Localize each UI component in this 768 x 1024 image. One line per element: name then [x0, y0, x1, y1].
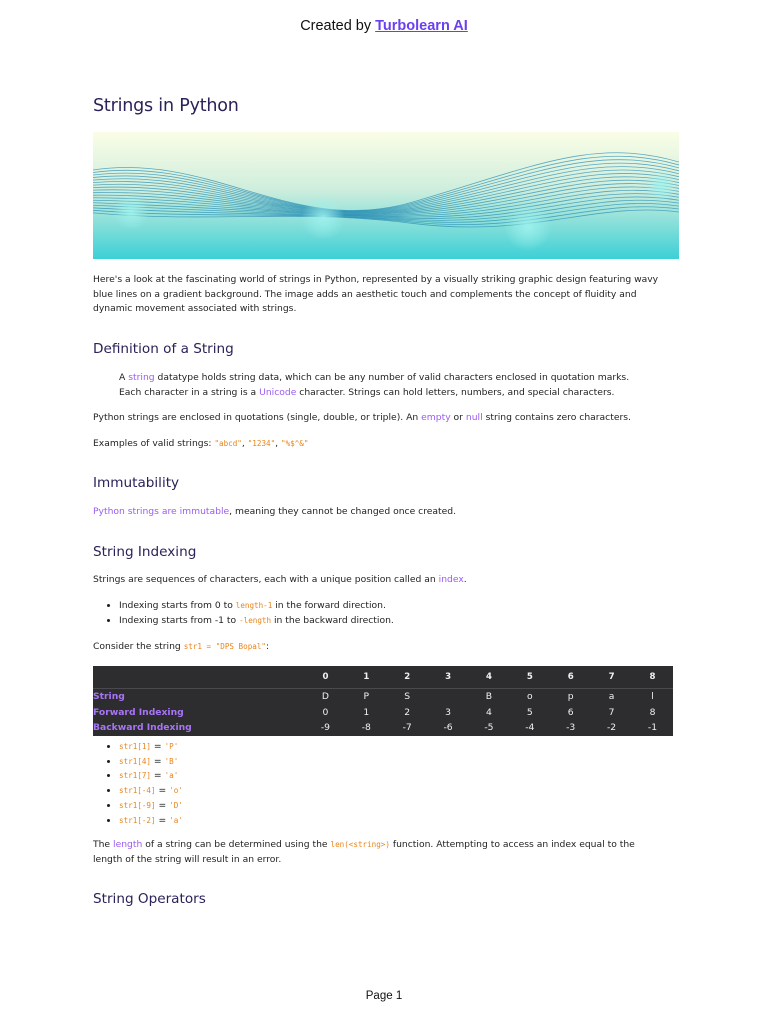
table-cell: 7: [608, 706, 615, 718]
column-header: 2: [387, 666, 428, 689]
index-expression: str1[4]: [119, 756, 152, 766]
index-expression: str1[7]: [119, 771, 152, 781]
list-item: [119, 755, 705, 770]
table-cell: S: [404, 691, 411, 703]
example-2: "1234": [247, 439, 276, 448]
table-corner: [93, 666, 305, 689]
definition-line-1: A string datatype holds string data, which can be any number of valid characters enclosed in quotation marks.: [119, 372, 630, 383]
equals-sign: =: [155, 785, 170, 797]
definition-indented: [119, 371, 679, 400]
table-cell: 8: [649, 706, 656, 718]
credit-line: [0, 18, 768, 34]
null-keyword: null: [465, 412, 483, 423]
index-value: 'P': [164, 742, 179, 751]
table-cell: 1: [363, 706, 370, 718]
index-value: 'a': [164, 771, 179, 781]
definition-line-2: Each character in a string is a Unicode character. Strings can hold letters, numbers, and special characters.: [119, 386, 615, 398]
immutability-paragraph: Python strings are immutable, meaning they cannot be changed once created.: [93, 506, 457, 517]
immutable-keyword: Python strings are immutable: [93, 506, 230, 517]
list-item: • Indexing starts from -1 to -length in the backward direction.: [119, 614, 705, 629]
equals-sign: =: [151, 755, 165, 767]
consider-paragraph: Consider the string str1 = "DPS Bopal":: [93, 641, 270, 652]
index-expression: str1[-9]: [119, 800, 156, 810]
indexing-heading: String Indexing: [93, 544, 197, 560]
table-cell: 3: [445, 706, 451, 718]
index-value: 'o': [169, 786, 183, 796]
table-cell: -6: [443, 722, 453, 734]
quotations-paragraph: Python strings are enclosed in quotations (single, double, or triple). An empty or null string contains zero characters.: [93, 412, 631, 423]
table-cell: -1: [647, 722, 658, 734]
index-value: 'a': [169, 815, 183, 825]
string-keyword: string: [128, 372, 155, 383]
index-table: [93, 666, 673, 736]
list-item: [119, 799, 705, 814]
column-header: 5: [509, 666, 550, 689]
column-header: 3: [428, 666, 469, 689]
table-cell: o: [527, 691, 533, 703]
table-cell: -3: [566, 722, 576, 734]
row-label: Forward Indexing: [93, 706, 184, 718]
equals-sign: =: [151, 770, 165, 782]
equals-sign: =: [155, 814, 170, 826]
equals-sign: =: [155, 799, 170, 811]
index-expression: str1[1]: [119, 742, 152, 751]
indexing-intro: Strings are sequences of characters, each with a unique position called an index.: [93, 574, 467, 585]
length-paragraph: The length of a string can be determined using the len(<string>) function. Attempting to access an index equal to the length of the string will result in an error.: [93, 839, 635, 865]
table-cell: 6: [567, 706, 574, 718]
table-cell: 2: [404, 706, 411, 718]
len-function: len(<string>): [330, 840, 390, 849]
table-cell: l: [651, 691, 654, 703]
column-header: 4: [469, 666, 510, 689]
example-3: "%$^&": [281, 439, 309, 448]
examples-paragraph: Examples of valid strings: "abcd", "1234", "%$^&": [93, 438, 309, 449]
table-cell: p: [567, 691, 574, 703]
table-row: [93, 705, 673, 721]
column-header: 1: [346, 666, 387, 689]
length-keyword: length: [113, 839, 143, 850]
unicode-keyword: Unicode: [259, 386, 297, 398]
index-examples-list: [93, 740, 705, 828]
immutability-heading: Immutability: [93, 475, 180, 491]
table-cell: P: [363, 691, 370, 703]
turbolearn-link[interactable]: Turbolearn AI: [375, 18, 468, 34]
example-1: "abcd": [214, 439, 242, 448]
list-item: [119, 769, 705, 784]
operators-heading: String Operators: [93, 891, 206, 907]
column-header: 0: [305, 666, 346, 689]
page-title: Strings in Python: [93, 96, 239, 116]
row-label: Backward Indexing: [93, 722, 192, 734]
table-cell: -5: [484, 722, 494, 734]
table-cell: 5: [526, 706, 533, 718]
banner-image: [93, 132, 679, 259]
table-cell: 0: [322, 706, 329, 718]
table-cell: B: [485, 691, 493, 703]
page-number: Page 1: [365, 990, 403, 1002]
list-item: • Indexing starts from 0 to length-1 in the forward direction.: [119, 599, 705, 614]
string-declaration: str1 = "DPS Bopal": [183, 642, 266, 651]
table-cell: -9: [320, 722, 331, 734]
list-item: [119, 814, 705, 829]
table-row: [93, 720, 673, 736]
definition-heading: Definition of a String: [93, 341, 234, 357]
index-expression: str1[-4]: [119, 786, 156, 796]
table-cell: D: [321, 691, 329, 703]
table-cell: -7: [402, 722, 412, 734]
empty-keyword: empty: [421, 412, 451, 423]
table-row: [93, 689, 673, 705]
indexing-rules-list: [93, 599, 705, 628]
list-item: [119, 784, 705, 799]
index-expression: str1[-2]: [119, 815, 156, 825]
table-cell: [428, 689, 469, 705]
index-keyword: index: [438, 574, 464, 585]
table-cell: -4: [525, 722, 535, 734]
table-cell: 4: [486, 706, 492, 718]
table-cell: a: [608, 691, 615, 703]
column-header: 7: [591, 666, 632, 689]
equals-sign: =: [151, 741, 165, 752]
column-header: 8: [632, 666, 673, 689]
intro-paragraph: Here's a look at the fascinating world of strings in Python, represented by a visually striking graphic design featuring wavy blue lines on a gradient background. The image adds an aesthetic touch and complements the concept of fluidity and dynamic movement associated with strings.: [93, 274, 659, 315]
list-item: [119, 740, 705, 755]
credit-prefix: Created by: [300, 18, 372, 34]
column-header: 6: [550, 666, 591, 689]
row-label: String: [93, 691, 125, 703]
index-value: 'B': [164, 756, 179, 766]
table-cell: -8: [361, 722, 371, 734]
table-cell: -2: [606, 722, 617, 734]
index-value: 'D': [169, 800, 183, 810]
